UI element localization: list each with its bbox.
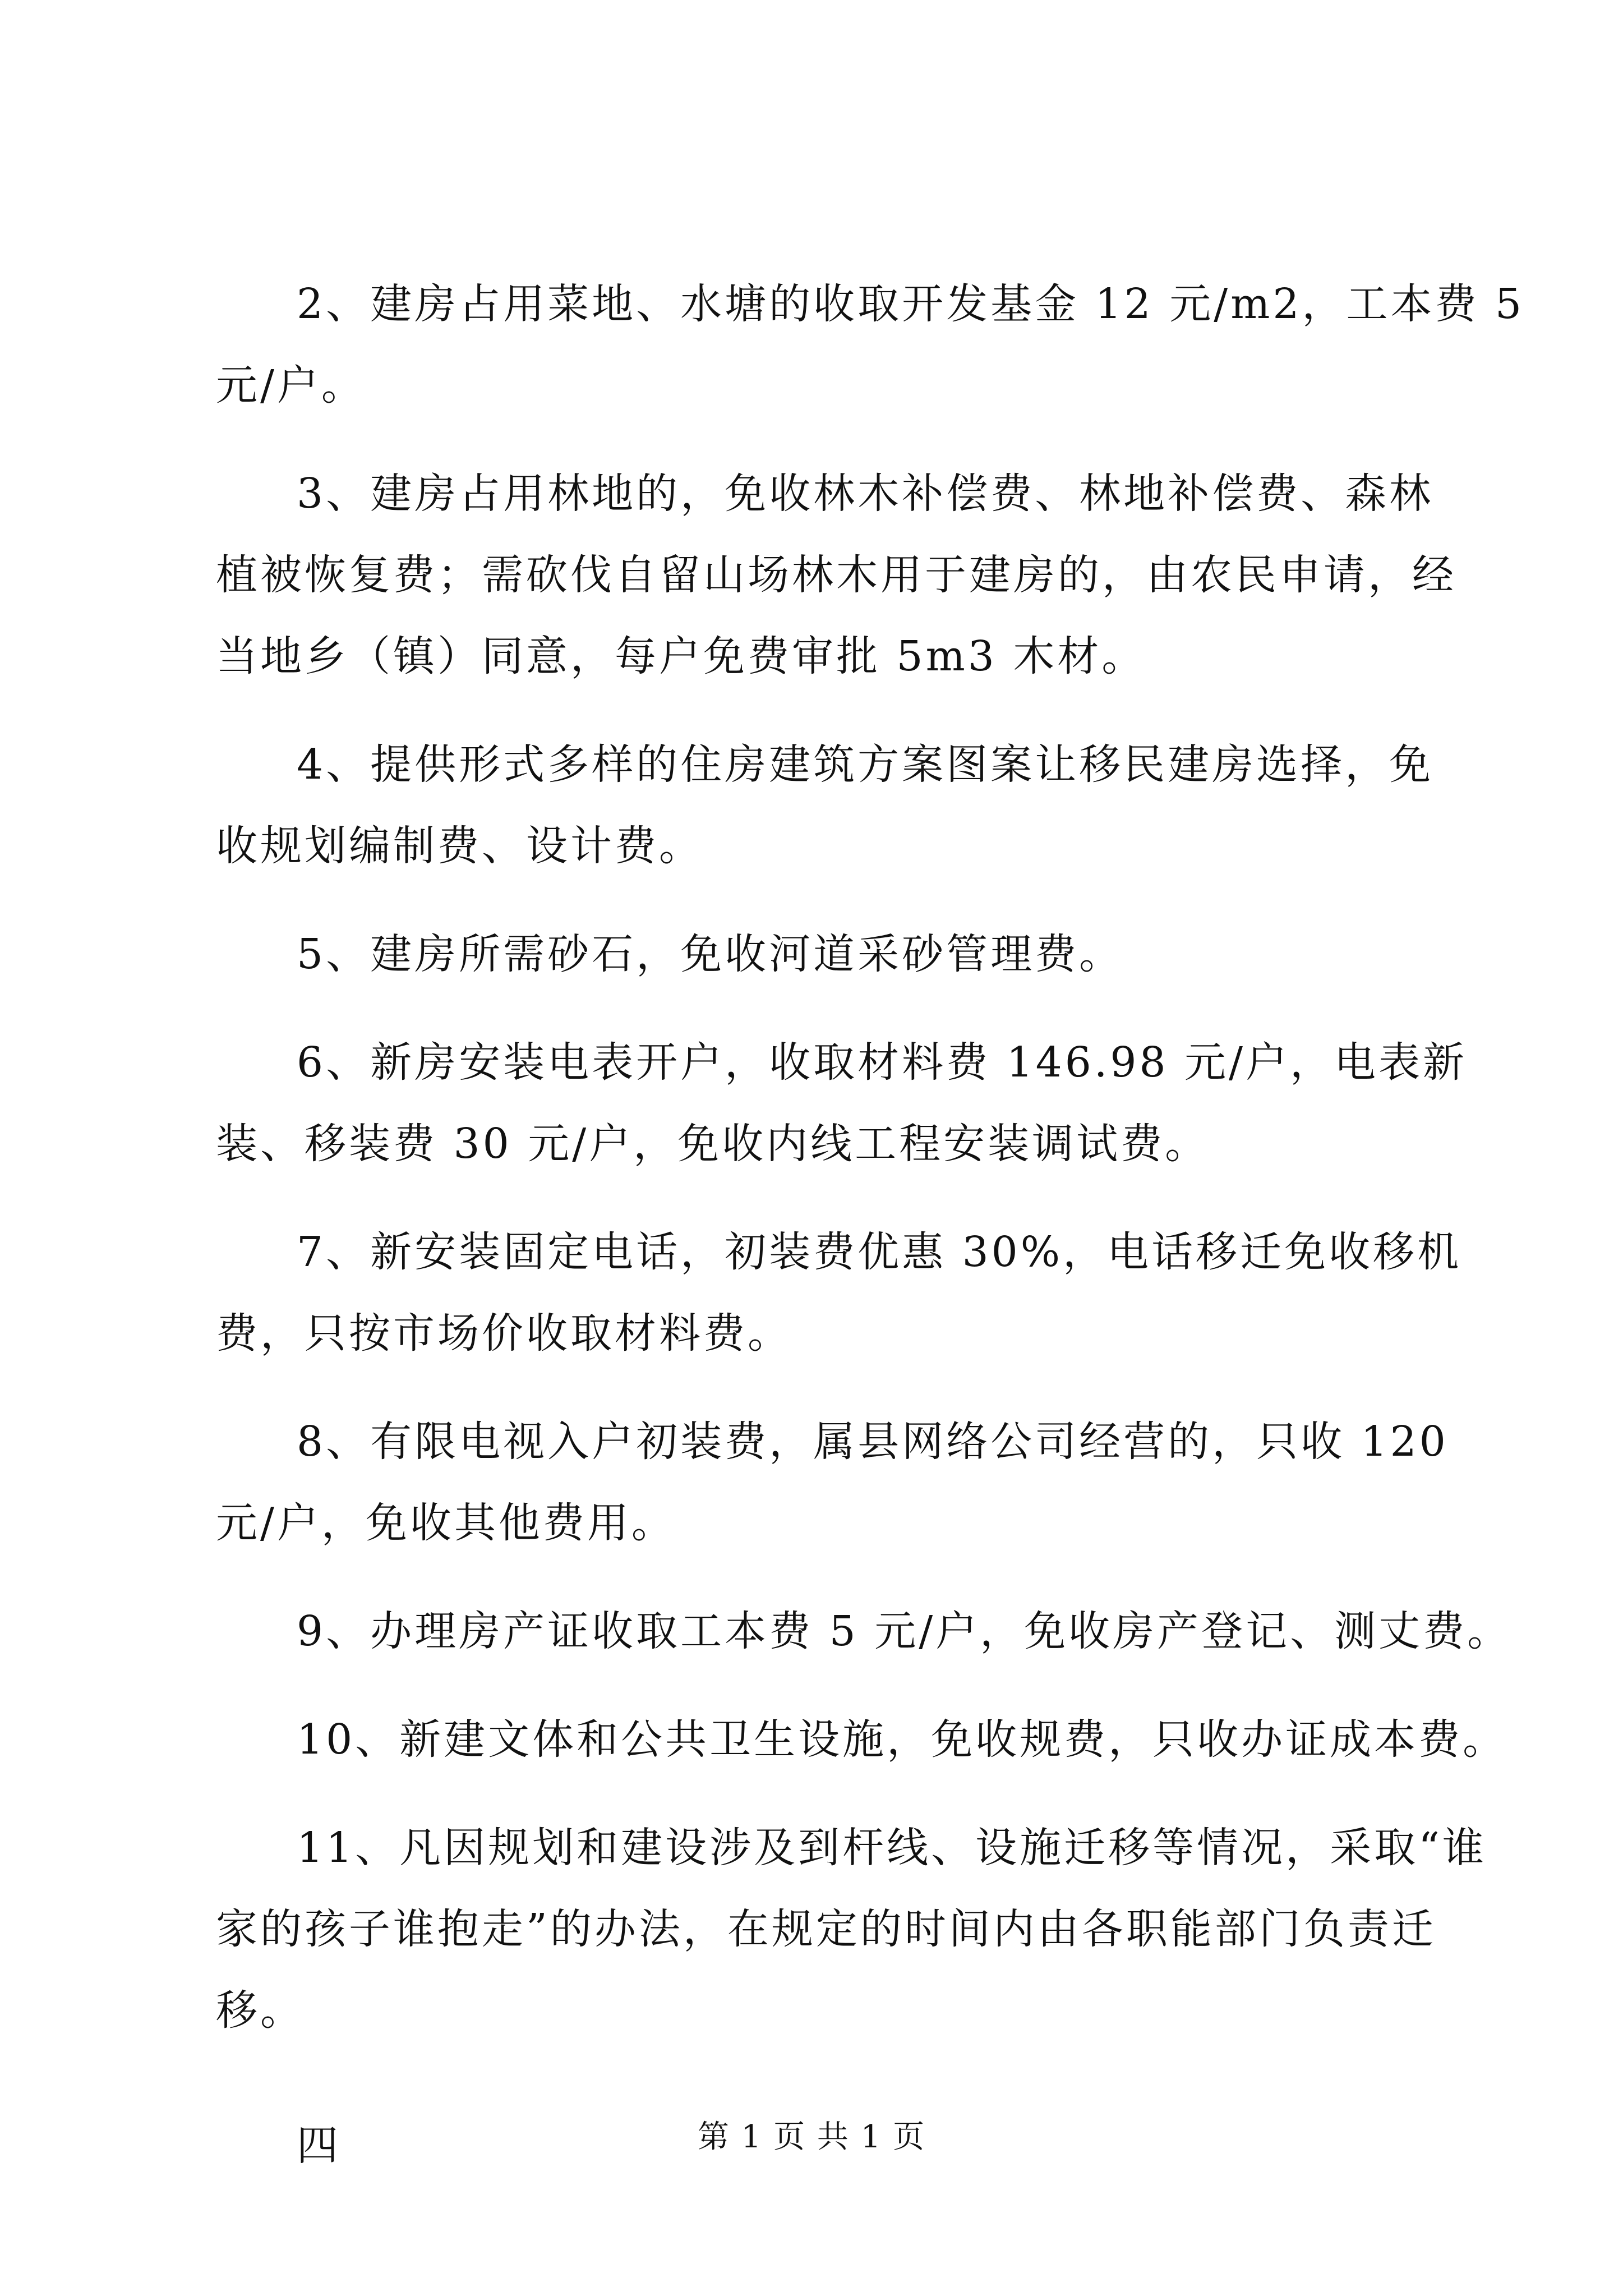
text-line: 4、提供形式多样的住房建筑方案图案让移民建房选择，免	[297, 740, 1434, 789]
paragraph-11	[216, 1807, 1487, 2051]
text-line: 移。	[216, 1986, 305, 2035]
text-line: 10、新建文体和公共卫生设施，免收规费，只收办证成本费。	[297, 1715, 1507, 1764]
text-line: 元/户。	[216, 361, 366, 409]
text-line: 9、办理房产证收取工本费 5 元/户，免收房产登记、测丈费。	[297, 1607, 1512, 1655]
text-line: 7、新安装固定电话，初装费优惠 30%，电话移迁免收移机	[297, 1228, 1462, 1276]
paragraph-6	[216, 1022, 1467, 1185]
paragraph-9	[216, 1591, 1512, 1672]
paragraph-5	[216, 914, 1427, 995]
text-line: 6、新房安装电表开户，收取材料费 146.98 元/户，电表新	[297, 1038, 1467, 1087]
section-number: 四	[297, 2122, 341, 2170]
text-line: 家的孩子谁抱走”的办法，在规定的时间内由各职能部门负责迁	[216, 1905, 1436, 1953]
text-line: 11、凡因规划和建设涉及到杆线、设施迁移等情况，采取“谁	[297, 1824, 1487, 1872]
text-line: 元/户，免收其他费用。	[216, 1499, 676, 1547]
paragraph-2	[216, 264, 1525, 426]
text-line: 当地乡（镇）同意，每户免费审批 5m3 木材。	[216, 632, 1146, 680]
document-body	[216, 264, 1525, 2187]
paragraph-10	[216, 1699, 1507, 1780]
paragraph-7	[216, 1212, 1462, 1374]
paragraph-3	[216, 453, 1456, 697]
text-line: 8、有限电视入户初装费，属县网络公司经营的，只收 120	[297, 1418, 1449, 1466]
text-line: 费，只按市场价收取材料费。	[216, 1309, 792, 1358]
text-line: 装、移装费 30 元/户，免收内线工程安装调试费。	[216, 1120, 1210, 1168]
text-line: 2、建房占用菜地、水塘的收取开发基金 12 元/m2，工本费 5	[297, 280, 1525, 328]
text-line: 植被恢复费；需砍伐自留山场林木用于建房的，由农民申请，经	[216, 551, 1456, 599]
text-line: 收规划编制费、设计费。	[216, 822, 703, 870]
text-line: 3、建房占用林地的，免收林木补偿费、林地补偿费、森林	[297, 470, 1434, 518]
paragraph-8	[216, 1401, 1449, 1564]
text-line: 5、建房所需砂石，免收河道采砂管理费。	[297, 930, 1124, 978]
paragraph-4	[216, 724, 1434, 887]
page-footer: 第 1 页 共 1 页	[697, 2119, 926, 2155]
